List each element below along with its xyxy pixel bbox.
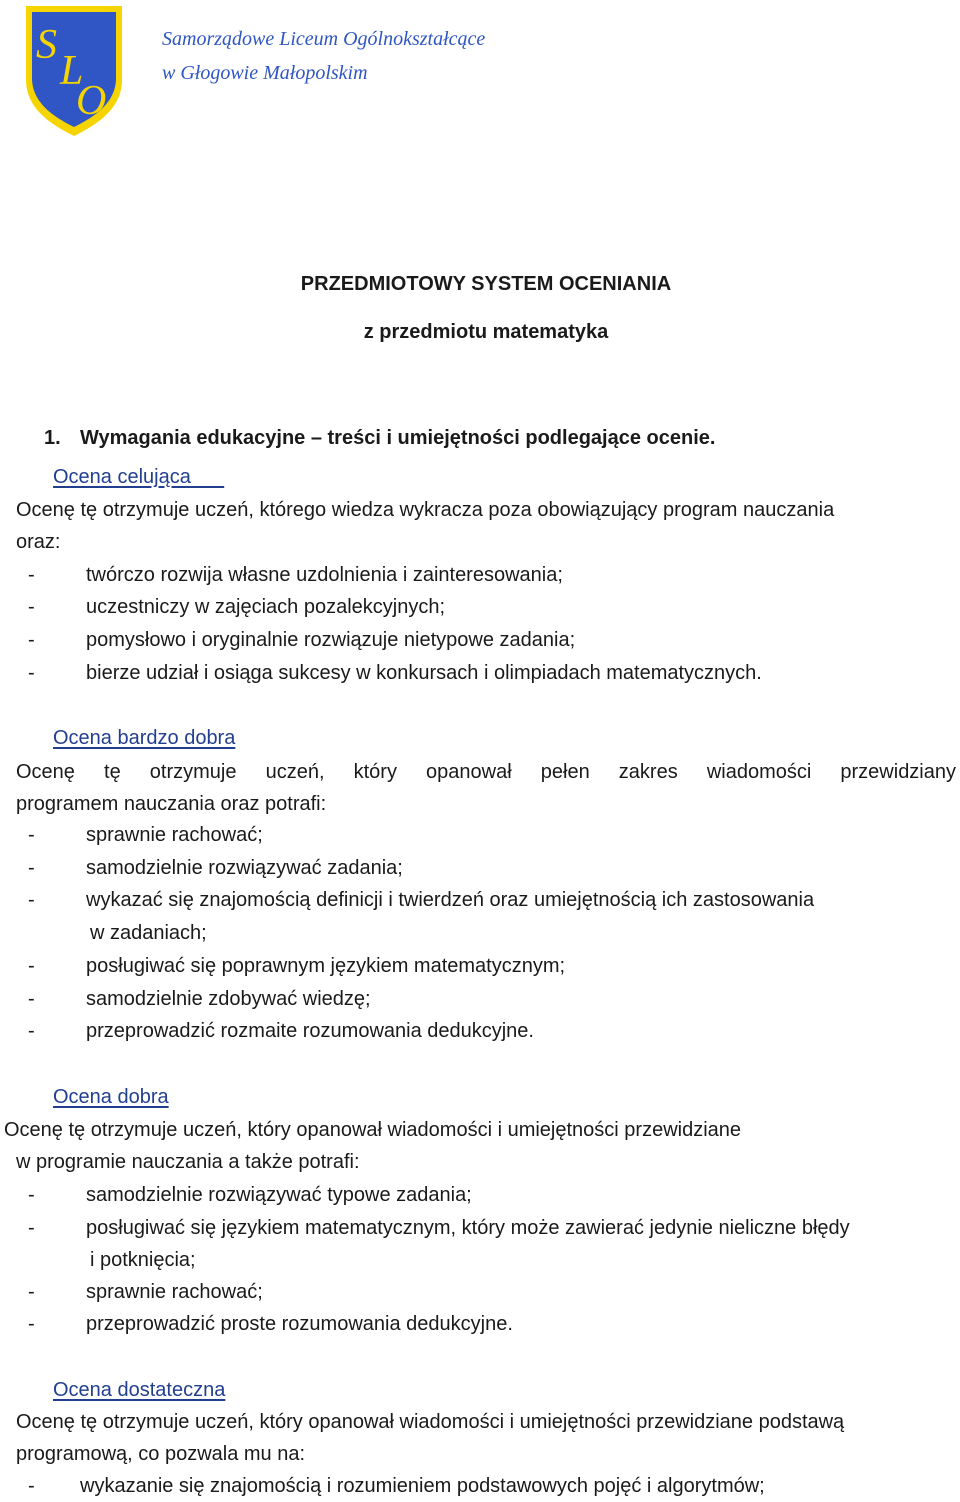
list-item: samodzielnie zdobywać wiedzę; <box>86 988 371 1010</box>
section-number: 1. <box>44 427 61 449</box>
section-title: Wymagania edukacyjne – treści i umiejętności podlegające ocenie. <box>80 427 716 449</box>
list-dash: - <box>28 1217 35 1239</box>
list-item: twórczo rozwija własne uzdolnienia i zainteresowania; <box>86 564 563 586</box>
list-dash: - <box>28 596 35 618</box>
logo-letter-o: O <box>76 78 107 124</box>
list-dash: - <box>28 1475 35 1497</box>
list-dash: - <box>28 1184 35 1206</box>
list-dash: - <box>28 629 35 651</box>
grade-intro-line: w programie nauczania a także potrafi: <box>16 1151 360 1173</box>
school-name-line1: Samorządowe Liceum Ogólnokształcące <box>162 28 486 50</box>
list-item: sprawnie rachować; <box>86 824 263 846</box>
list-dash: - <box>28 955 35 977</box>
list-item: posługiwać się poprawnym językiem matematycznym; <box>86 955 566 977</box>
list-dash: - <box>28 662 35 684</box>
grade-intro-line: Ocenę tę otrzymuje uczeń, który opanował wiadomości i umiejętności przewidziane podstawą <box>16 1411 845 1433</box>
grade-intro-line: oraz: <box>16 531 61 553</box>
list-item-continuation: i potknięcia; <box>90 1249 196 1271</box>
list-item: samodzielnie rozwiązywać typowe zadania; <box>86 1184 472 1206</box>
logo-letter-l: L <box>60 48 84 94</box>
list-item-continuation: w zadaniach; <box>90 922 207 944</box>
list-item: przeprowadzić rozmaite rozumowania dedukcyjne. <box>86 1020 534 1042</box>
grade-intro-line: Ocenę tę otrzymuje uczeń, którego wiedza wykracza poza obowiązujący program nauczania <box>16 499 835 521</box>
list-item: uczestniczy w zajęciach pozalekcyjnych; <box>86 596 446 618</box>
grade-heading-dostateczna: Ocena dostateczna <box>53 1379 226 1401</box>
grade-heading-dobra: Ocena dobra <box>53 1086 169 1108</box>
list-dash: - <box>28 857 35 879</box>
grade-intro-line: Ocenę tę otrzymuje uczeń, który opanował wiadomości i umiejętności przewidziane <box>4 1119 742 1141</box>
list-dash: - <box>28 1313 35 1335</box>
grade-heading-celujaca: Ocena celująca <box>53 466 225 488</box>
list-item: pomysłowo i oryginalnie rozwiązuje nietypowe zadania; <box>86 629 576 651</box>
school-logo-shield <box>22 2 126 138</box>
list-item: przeprowadzić proste rozumowania dedukcyjne. <box>86 1313 513 1335</box>
list-dash: - <box>28 564 35 586</box>
list-item: wykazać się znajomością definicji i twierdzeń oraz umiejętnością ich zastosowania <box>86 889 815 911</box>
school-name-line2: w Głogowie Małopolskim <box>162 62 368 84</box>
grade-heading-bardzo-dobra: Ocena bardzo dobra <box>53 727 236 749</box>
list-item: wykazanie się znajomością i rozumieniem podstawowych pojęć i algorytmów; <box>80 1475 765 1497</box>
list-dash: - <box>28 824 35 846</box>
document-title: PRZEDMIOTOWY SYSTEM OCENIANIA <box>300 273 672 295</box>
list-item: sprawnie rachować; <box>86 1281 263 1303</box>
list-dash: - <box>28 988 35 1010</box>
list-dash: - <box>28 889 35 911</box>
grade-intro-line: programem nauczania oraz potrafi: <box>16 793 327 815</box>
grade-intro-line: programową, co pozwala mu na: <box>16 1443 306 1465</box>
list-item: posługiwać się językiem matematycznym, który może zawierać jedynie nieliczne błędy <box>86 1217 850 1239</box>
list-item: bierze udział i osiąga sukcesy w konkursach i olimpiadach matematycznych. <box>86 662 762 684</box>
school-name <box>162 22 485 90</box>
document-subtitle: z przedmiotu matematyka <box>363 321 609 343</box>
list-dash: - <box>28 1281 35 1303</box>
logo-letter-s: S <box>36 22 57 68</box>
list-item: samodzielnie rozwiązywać zadania; <box>86 857 403 879</box>
section-heading <box>44 424 715 452</box>
list-dash: - <box>28 1020 35 1042</box>
grade-intro-line: Ocenę tę otrzymuje uczeń, który opanował pełen zakres wiadomości przewidziany <box>16 761 956 783</box>
